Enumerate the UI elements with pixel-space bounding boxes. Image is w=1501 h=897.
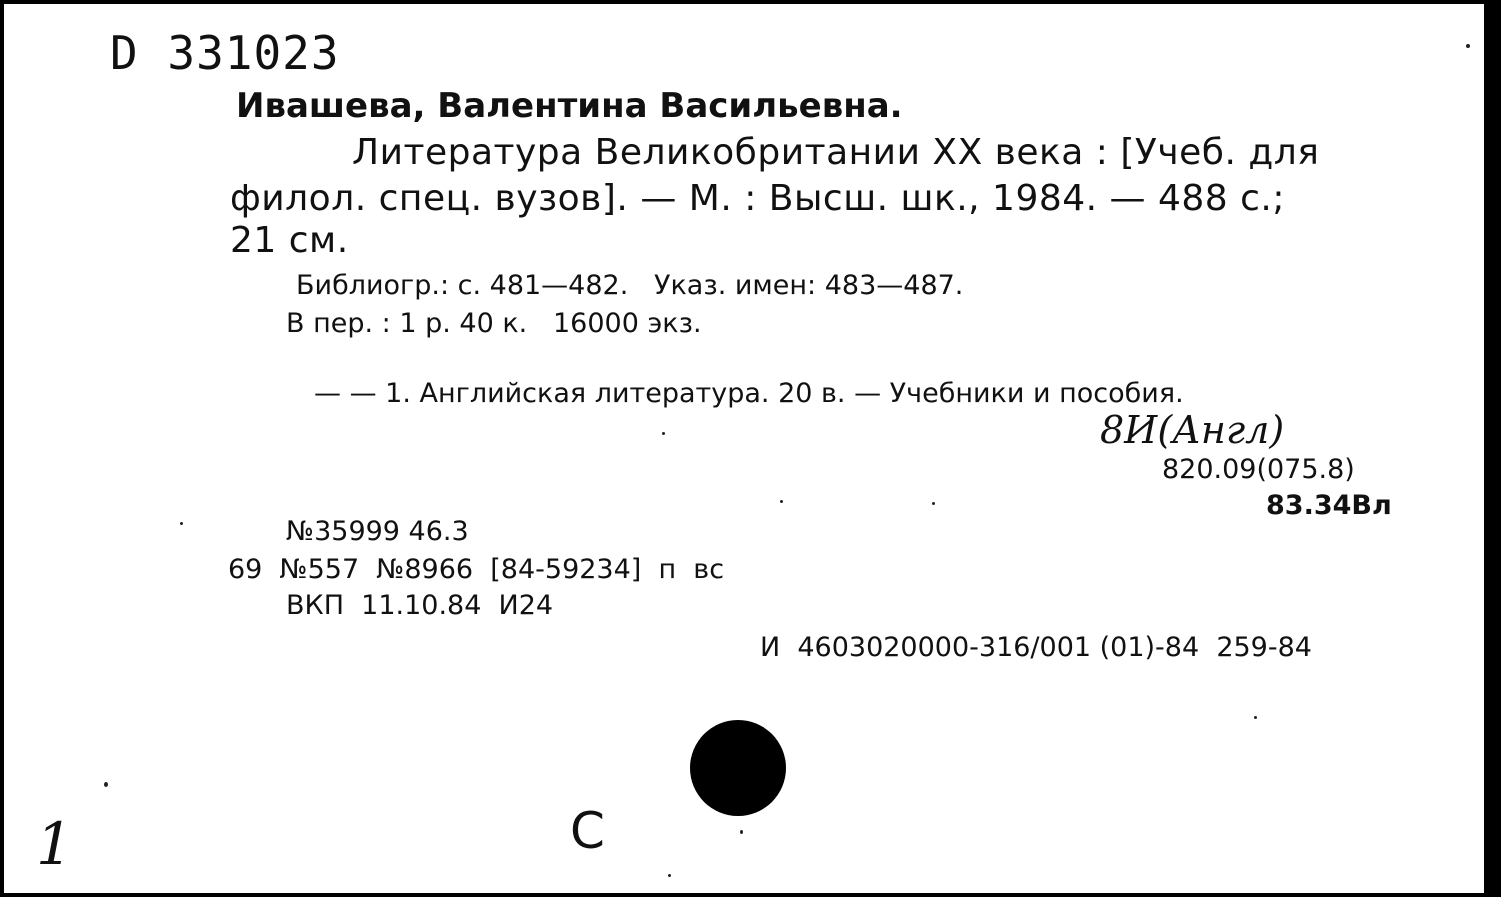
- order-line-1: №35999 46.3: [286, 516, 469, 547]
- title-line-1: Литература Великобритании XX века : [Учеб. для: [352, 132, 1320, 173]
- speck: [740, 830, 743, 834]
- speck: [932, 502, 935, 505]
- speck: [780, 500, 783, 503]
- speck: [104, 782, 108, 787]
- speck: [1254, 716, 1257, 719]
- order-line-3: ВКП 11.10.84 И24: [286, 590, 554, 621]
- inventory-number: D 331023: [110, 26, 340, 80]
- handwritten-class-mark: 8И(Англ): [1100, 408, 1285, 452]
- handwritten-number: 1: [36, 810, 73, 878]
- bibliography-note: Библиогр.: с. 481—482. Указ. имен: 483—487.: [296, 270, 964, 301]
- title-line-3: 21 см.: [230, 220, 349, 261]
- speck: [180, 522, 183, 525]
- speck: [1466, 44, 1470, 48]
- bbk-number: 83.34Вл: [1266, 490, 1392, 521]
- speck: [662, 432, 665, 435]
- subject-heading: — — 1. Английская литература. 20 в. — Учебники и пособия.: [314, 378, 1184, 409]
- order-line-2: 69 №557 №8966 [84-59234] п вс: [228, 554, 725, 585]
- punch-hole: [690, 720, 786, 816]
- binding-price: В пер. : 1 р. 40 к. 16000 экз.: [286, 308, 702, 339]
- title-line-2: филол. спец. вузов]. — М. : Высш. шк., 1984. — 488 с.;: [230, 178, 1286, 219]
- udc-number: 820.09(075.8): [1162, 454, 1355, 485]
- speck: [668, 874, 671, 877]
- isbn-line: И 4603020000-316/001 (01)-84 259-84: [760, 632, 1312, 663]
- author-name: Ивашева, Валентина Васильевна.: [236, 86, 903, 126]
- letter-mark: С: [570, 802, 605, 860]
- catalog-card: [4, 4, 1484, 893]
